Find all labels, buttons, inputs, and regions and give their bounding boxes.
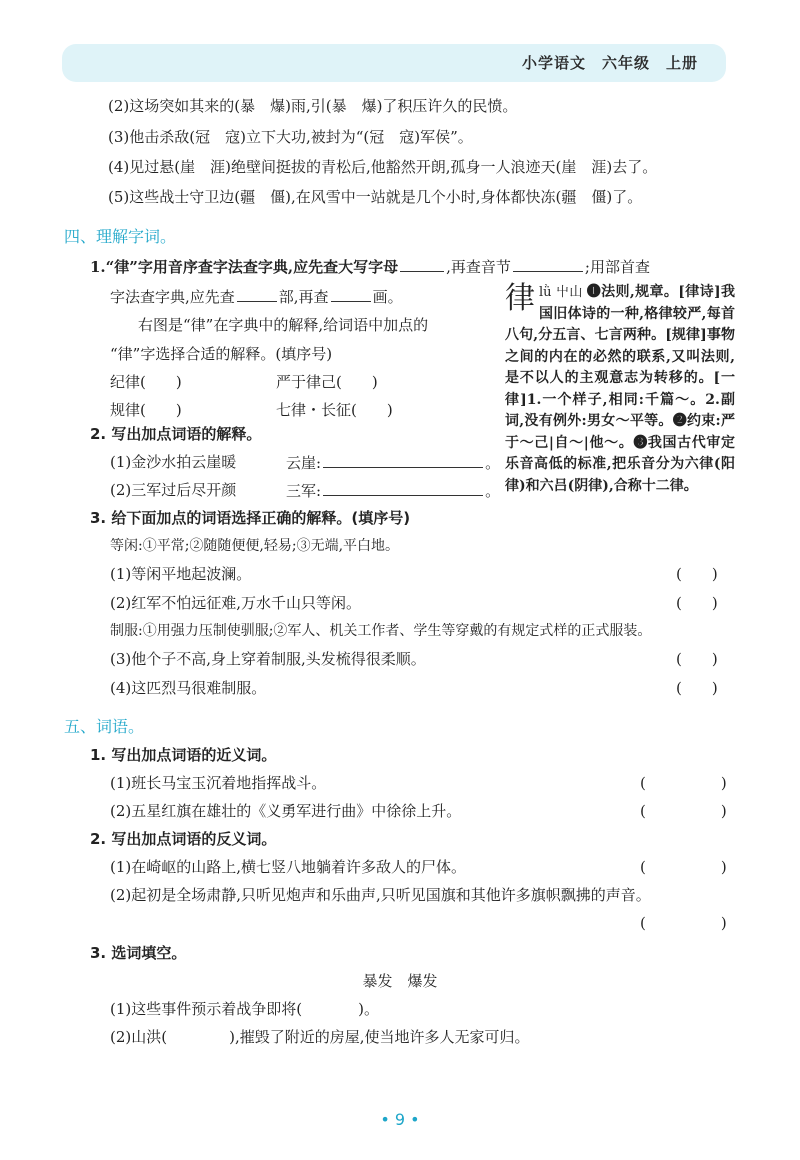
- section5-title: 五、词语。: [64, 717, 145, 736]
- top-item-5: (5)这些战士守卫边(疆 僵),在风雪中一站就是几个小时,身体都快冻(疆 僵)了。: [108, 188, 643, 206]
- s4-q2-item1-word: 云崖: 。: [286, 451, 500, 474]
- def-zhifu: 制服:①用强力压制使驯服;②军人、机关工作者、学生等穿戴的有规定式样的正式服装。: [110, 623, 652, 639]
- s5-q2-item1: (1)在崎岖的山路上,横七竖八地躺着许多敌人的尸体。: [110, 858, 467, 876]
- s4-q1-line4: “律”字选择合适的解释。(填序号): [110, 345, 333, 363]
- s4-q3-item4: (4)这匹烈马很难制服。: [110, 679, 267, 697]
- s5-q3-item1-b: )。: [358, 1000, 379, 1018]
- dict-pinyin: lǜ 屮山: [539, 285, 583, 300]
- s4-q1-line1-b: ,再查音节: [446, 258, 511, 276]
- s5-q1-title: 1. 写出加点词语的近义词。: [90, 746, 277, 764]
- s5-q3-item2: [110, 1026, 530, 1048]
- s4-q1-line1-c: ;用部首查: [584, 258, 650, 276]
- top-item-4: (4)见过悬(崖 涯)绝壁间挺拔的青松后,他豁然开朗,孤身一人浪迹天(崖 涯)去了。: [108, 158, 658, 176]
- s5-q3-item2-a: (2)山洪(: [110, 1028, 168, 1046]
- s4-q1-line2-a: 字法查字典,应先查: [110, 288, 235, 306]
- s4-q1-line1: [90, 255, 650, 278]
- s4-q1-line3: 右图是“律”在字典中的解释,给词语中加点的: [138, 316, 429, 334]
- s4-q3-item2: (2)红军不怕远征难,万水千山只等闲。: [110, 594, 362, 612]
- dict-text: ❶法则,规章。[律诗]我国旧体诗的一种,格律较严,每首八句,分五言、七言两种。[规律]事物之间的内在的必然的联系,又叫法则,是不以人的主观意志为转移的。[一律]1.一个样子,相同:千篇～。2.副词,没有例外:男女～平等。❷约束:严于～己|自～|他～。❸我国古代审定乐音高低的标准,把乐音分为六律(阳律)和六吕(阴律),合称十二律。: [505, 284, 735, 494]
- s5-q1-item2: (2)五星红旗在雄壮的《义勇军进行曲》中徐徐上升。: [110, 802, 462, 820]
- s4-q2-title: 2. 写出加点词语的解释。: [90, 425, 262, 443]
- s4-q2-item1-label: 云崖:: [286, 454, 322, 472]
- stroke-blank[interactable]: [331, 285, 371, 302]
- s4-q3-item3: (3)他个子不高,身上穿着制服,头发梳得很柔顺。: [110, 650, 426, 668]
- s5-q2-item2: (2)起初是全场肃静,只听见炮声和乐曲声,只听见国旗和其他许多旗帜飘拂的声音。: [110, 886, 651, 904]
- s4-q1-line2-c: 画。: [372, 288, 403, 306]
- answer-paren[interactable]: ( ): [676, 594, 718, 612]
- dictionary-entry: [505, 282, 735, 497]
- s5-q1-item1: (1)班长马宝玉沉着地指挥战斗。: [110, 774, 327, 792]
- radical-blank[interactable]: [237, 285, 277, 302]
- s5-q3-item1: [110, 998, 379, 1020]
- top-item-3: (3)他击杀敌(冠 寇)立下大功,被封为“(冠 寇)军侯”。: [108, 128, 473, 146]
- answer-paren[interactable]: ( ): [676, 650, 718, 668]
- word-yanyulvji: 严于律己( ): [276, 373, 378, 391]
- answer-paren[interactable]: ( ): [640, 914, 727, 932]
- s4-q2-item2-label: 三军:: [286, 482, 322, 500]
- word-qilv: 七律・长征( ): [276, 401, 393, 419]
- s5-q3-item2-b: ),摧毁了附近的房屋,使当地许多人无家可归。: [229, 1028, 530, 1046]
- s4-q2-item1: (1)金沙水拍云崖暖: [110, 453, 237, 471]
- s5-q3-title: 3. 选词填空。: [90, 944, 187, 962]
- s5-q3-item1-a: (1)这些事件预示着战争即将(: [110, 1000, 303, 1018]
- page-header: [62, 44, 726, 82]
- s4-q3-item1: (1)等闲平地起波澜。: [110, 565, 252, 583]
- def-dengxian: 等闲:①平常;②随随便便,轻易;③无端,平白地。: [110, 538, 400, 554]
- word-options: 暴发 爆发: [362, 972, 438, 990]
- s4-q3-title: 3. 给下面加点的词语选择正确的解释。(填序号): [90, 509, 411, 527]
- letter-blank[interactable]: [400, 255, 444, 272]
- answer-blank[interactable]: [323, 479, 483, 496]
- answer-blank[interactable]: [323, 451, 483, 468]
- s4-q1-line1-a: 1.“律”字用音序查字法查字典,应先查大写字母: [90, 258, 399, 276]
- answer-paren[interactable]: ( ): [640, 858, 727, 876]
- syllable-blank[interactable]: [513, 255, 583, 272]
- answer-paren[interactable]: ( ): [676, 679, 718, 697]
- s5-q2-title: 2. 写出加点词语的反义词。: [90, 830, 277, 848]
- s4-q2-item2: (2)三军过后尽开颜: [110, 481, 237, 499]
- word-jilv: 纪律( ): [110, 373, 182, 391]
- top-item-2: (2)这场突如其来的(暴 爆)雨,引(暴 爆)了积压许久的民愤。: [108, 97, 518, 115]
- section4-title: 四、理解字词。: [64, 227, 177, 246]
- s4-q1-line2-b: 部,再查: [278, 288, 329, 306]
- s4-q1-line2: [110, 285, 403, 308]
- word-guilv: 规律( ): [110, 401, 182, 419]
- s4-q2-item2-word: 三军: 。: [286, 479, 500, 502]
- header-title: 小学语文 六年级 上册: [521, 54, 698, 72]
- answer-paren[interactable]: ( ): [640, 774, 727, 792]
- answer-paren[interactable]: ( ): [676, 565, 718, 583]
- dict-character: 律: [505, 281, 535, 316]
- page-number: • 9 •: [380, 1110, 420, 1129]
- answer-paren[interactable]: ( ): [640, 802, 727, 820]
